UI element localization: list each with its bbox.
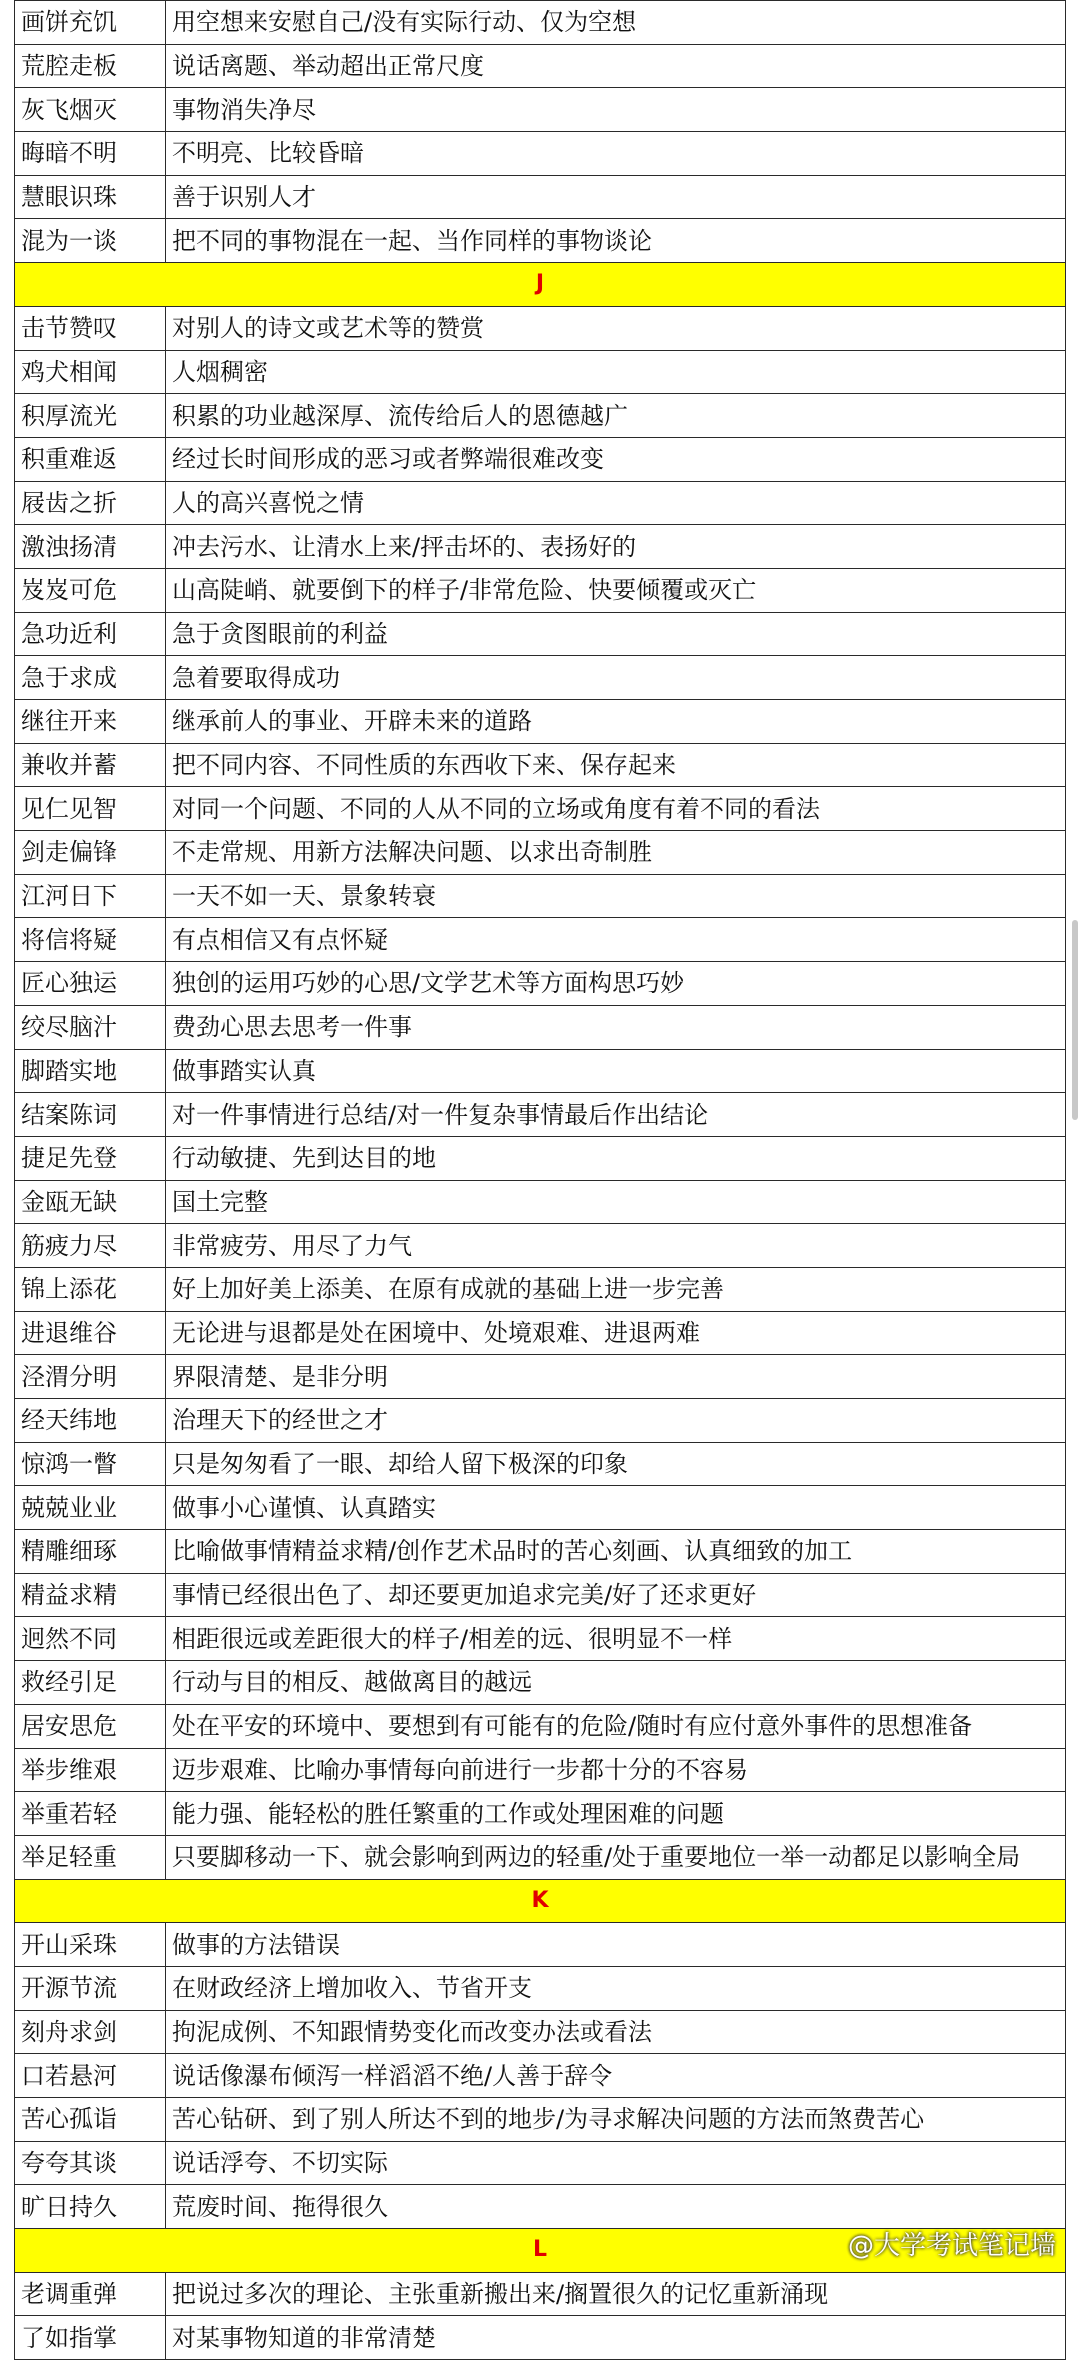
- idiom-definition: 能力强、能轻松的胜任繁重的工作或处理困难的问题: [166, 1792, 1066, 1836]
- table-row: [15, 88, 1066, 132]
- table-row: [15, 1355, 1066, 1399]
- table-row: [15, 1530, 1066, 1574]
- idiom-definition: 对某事物知道的非常清楚: [166, 2316, 1066, 2360]
- idiom-term: 击节赞叹: [15, 306, 166, 350]
- section-letter: J: [15, 263, 1066, 307]
- section-letter: K: [15, 1879, 1066, 1923]
- table-row: [15, 2316, 1066, 2360]
- idiom-term: 将信将疑: [15, 918, 166, 962]
- table-row: [15, 219, 1066, 263]
- table-row: [15, 1049, 1066, 1093]
- idiom-definition: 把不同内容、不同性质的东西收下来、保存起来: [166, 743, 1066, 787]
- table-row: [15, 1835, 1066, 1879]
- idiom-definition: 用空想来安慰自己/没有实际行动、仅为空想: [166, 1, 1066, 45]
- table-row: [15, 1617, 1066, 1661]
- idiom-definition: 好上加好美上添美、在原有成就的基础上进一步完善: [166, 1267, 1066, 1311]
- idiom-term: 脚踏实地: [15, 1049, 166, 1093]
- idiom-term: 急功近利: [15, 612, 166, 656]
- idiom-definition: 只要脚移动一下、就会影响到两边的轻重/处于重要地位一举一动都足以影响全局: [166, 1835, 1066, 1879]
- idiom-term: 精益求精: [15, 1573, 166, 1617]
- idiom-term: 举重若轻: [15, 1792, 166, 1836]
- table-row: [15, 1486, 1066, 1530]
- table-row: [15, 394, 1066, 438]
- idiom-term: 结案陈词: [15, 1093, 166, 1137]
- idiom-term: 兢兢业业: [15, 1486, 166, 1530]
- idiom-term: 荒腔走板: [15, 44, 166, 88]
- section-letter: L: [15, 2229, 1066, 2273]
- table-row: [15, 1311, 1066, 1355]
- idiom-term: 屐齿之折: [15, 481, 166, 525]
- idiom-term: 兼收并蓄: [15, 743, 166, 787]
- table-row: [15, 1704, 1066, 1748]
- table-row: [15, 132, 1066, 176]
- idiom-term: 剑走偏锋: [15, 831, 166, 875]
- table-row: [15, 874, 1066, 918]
- table-row: [15, 2098, 1066, 2142]
- idiom-definition: 非常疲劳、用尽了力气: [166, 1224, 1066, 1268]
- idiom-definition: 山高陡峭、就要倒下的样子/非常危险、快要倾覆或灭亡: [166, 568, 1066, 612]
- table-row: [15, 1267, 1066, 1311]
- idiom-definition: 独创的运用巧妙的心思/文学艺术等方面构思巧妙: [166, 962, 1066, 1006]
- idiom-term: 刻舟求剑: [15, 2010, 166, 2054]
- idiom-term: 老调重弹: [15, 2272, 166, 2316]
- table-row: [15, 1661, 1066, 1705]
- idiom-term: 泾渭分明: [15, 1355, 166, 1399]
- idiom-term: 经天纬地: [15, 1399, 166, 1443]
- table-row: [15, 1005, 1066, 1049]
- idiom-definition: 对同一个问题、不同的人从不同的立场或角度有着不同的看法: [166, 787, 1066, 831]
- idiom-term: 惊鸿一瞥: [15, 1442, 166, 1486]
- table-row: [15, 918, 1066, 962]
- table-row: [15, 1093, 1066, 1137]
- table-row: [15, 44, 1066, 88]
- idiom-definition: 治理天下的经世之才: [166, 1399, 1066, 1443]
- idiom-term: 积厚流光: [15, 394, 166, 438]
- idiom-term: 了如指掌: [15, 2316, 166, 2360]
- table-row: [15, 1792, 1066, 1836]
- table-row: [15, 743, 1066, 787]
- idiom-term: 居安思危: [15, 1704, 166, 1748]
- idiom-definition: 对一件事情进行总结/对一件复杂事情最后作出结论: [166, 1093, 1066, 1137]
- idiom-term: 进退维谷: [15, 1311, 166, 1355]
- table-row: [15, 2141, 1066, 2185]
- idiom-definition: 比喻做事情精益求精/创作艺术品时的苦心刻画、认真细致的加工: [166, 1530, 1066, 1574]
- table-row: [15, 612, 1066, 656]
- table-row: [15, 656, 1066, 700]
- idiom-definition: 在财政经济上增加收入、节省开支: [166, 1966, 1066, 2010]
- table-row: [15, 787, 1066, 831]
- idiom-term: 鸡犬相闻: [15, 350, 166, 394]
- idiom-definition: 说话像瀑布倾泻一样滔滔不绝/人善于辞令: [166, 2054, 1066, 2098]
- table-row: [15, 1966, 1066, 2010]
- idiom-term: 筋疲力尽: [15, 1224, 166, 1268]
- table-row: [15, 1224, 1066, 1268]
- idiom-definition: 积累的功业越深厚、流传给后人的恩德越广: [166, 394, 1066, 438]
- idiom-term: 江河日下: [15, 874, 166, 918]
- idiom-definition: 把不同的事物混在一起、当作同样的事物谈论: [166, 219, 1066, 263]
- idiom-definition: 处在平安的环境中、要想到有可能有的危险/随时有应付意外事件的思想准备: [166, 1704, 1066, 1748]
- table-row: [15, 568, 1066, 612]
- table-row: [15, 175, 1066, 219]
- idiom-definition: 说话浮夸、不切实际: [166, 2141, 1066, 2185]
- idiom-definition: 事情已经很出色了、却还要更加追求完美/好了还求更好: [166, 1573, 1066, 1617]
- idiom-definition: 做事踏实认真: [166, 1049, 1066, 1093]
- table-row: [15, 962, 1066, 1006]
- idiom-term: 苦心孤诣: [15, 2098, 166, 2142]
- table-row: [15, 525, 1066, 569]
- idiom-definition: 苦心钻研、到了别人所达不到的地步/为寻求解决问题的方法而煞费苦心: [166, 2098, 1066, 2142]
- idiom-definition: 人烟稠密: [166, 350, 1066, 394]
- idiom-definition: 行动敏捷、先到达目的地: [166, 1136, 1066, 1180]
- idiom-term: 画饼充饥: [15, 1, 166, 45]
- idiom-definition: 荒废时间、拖得很久: [166, 2185, 1066, 2229]
- idiom-term: 积重难返: [15, 437, 166, 481]
- table-row: [15, 1923, 1066, 1967]
- idiom-definition: 有点相信又有点怀疑: [166, 918, 1066, 962]
- idiom-definition: 人的高兴喜悦之情: [166, 481, 1066, 525]
- table-row: [15, 1748, 1066, 1792]
- idiom-definition: 一天不如一天、景象转衰: [166, 874, 1066, 918]
- section-header-row: [15, 1879, 1066, 1923]
- table-row: [15, 350, 1066, 394]
- idiom-definition: 冲去污水、让清水上来/抨击坏的、表扬好的: [166, 525, 1066, 569]
- idiom-term: 绞尽脑汁: [15, 1005, 166, 1049]
- idiom-definition: 无论进与退都是处在困境中、处境艰难、进退两难: [166, 1311, 1066, 1355]
- idiom-term: 锦上添花: [15, 1267, 166, 1311]
- idiom-term: 精雕细琢: [15, 1530, 166, 1574]
- idiom-term: 捷足先登: [15, 1136, 166, 1180]
- idiom-definition: 不明亮、比较昏暗: [166, 132, 1066, 176]
- table-row: [15, 1180, 1066, 1224]
- idiom-table: [14, 0, 1066, 2360]
- idiom-definition: 急着要取得成功: [166, 656, 1066, 700]
- idiom-definition: 国土完整: [166, 1180, 1066, 1224]
- table-row: [15, 437, 1066, 481]
- table-row: [15, 1573, 1066, 1617]
- idiom-definition: 行动与目的相反、越做离目的越远: [166, 1661, 1066, 1705]
- idiom-term: 匠心独运: [15, 962, 166, 1006]
- idiom-term: 口若悬河: [15, 2054, 166, 2098]
- table-row: [15, 2272, 1066, 2316]
- idiom-definition: 急于贪图眼前的利益: [166, 612, 1066, 656]
- idiom-definition: 做事小心谨慎、认真踏实: [166, 1486, 1066, 1530]
- idiom-term: 夸夸其谈: [15, 2141, 166, 2185]
- idiom-definition: 继承前人的事业、开辟未来的道路: [166, 700, 1066, 744]
- idiom-term: 混为一谈: [15, 219, 166, 263]
- table-row: [15, 1399, 1066, 1443]
- idiom-definition: 费劲心思去思考一件事: [166, 1005, 1066, 1049]
- idiom-term: 灰飞烟灭: [15, 88, 166, 132]
- idiom-definition: 迈步艰难、比喻办事情每向前进行一步都十分的不容易: [166, 1748, 1066, 1792]
- idiom-definition: 经过长时间形成的恶习或者弊端很难改变: [166, 437, 1066, 481]
- idiom-definition: 把说过多次的理论、主张重新搬出来/搁置很久的记忆重新涌现: [166, 2272, 1066, 2316]
- idiom-term: 举足轻重: [15, 1835, 166, 1879]
- idiom-term: 举步维艰: [15, 1748, 166, 1792]
- table-row: [15, 2185, 1066, 2229]
- idiom-term: 开源节流: [15, 1966, 166, 2010]
- idiom-term: 晦暗不明: [15, 132, 166, 176]
- idiom-term: 旷日持久: [15, 2185, 166, 2229]
- table-row: [15, 481, 1066, 525]
- idiom-term: 救经引足: [15, 1661, 166, 1705]
- section-header-row: [15, 263, 1066, 307]
- table-row: [15, 700, 1066, 744]
- idiom-term: 迥然不同: [15, 1617, 166, 1661]
- idiom-term: 急于求成: [15, 656, 166, 700]
- scrollbar[interactable]: [1072, 920, 1078, 1120]
- idiom-definition: 做事的方法错误: [166, 1923, 1066, 1967]
- idiom-term: 继往开来: [15, 700, 166, 744]
- idiom-definition: 善于识别人才: [166, 175, 1066, 219]
- idiom-term: 岌岌可危: [15, 568, 166, 612]
- idiom-definition: 只是匆匆看了一眼、却给人留下极深的印象: [166, 1442, 1066, 1486]
- idiom-definition: 事物消失净尽: [166, 88, 1066, 132]
- idiom-definition: 相距很远或差距很大的样子/相差的远、很明显不一样: [166, 1617, 1066, 1661]
- idiom-term: 开山采珠: [15, 1923, 166, 1967]
- idiom-definition: 不走常规、用新方法解决问题、以求出奇制胜: [166, 831, 1066, 875]
- idiom-term: 见仁见智: [15, 787, 166, 831]
- idiom-definition: 拘泥成例、不知跟情势变化而改变办法或看法: [166, 2010, 1066, 2054]
- idiom-definition: 说话离题、举动超出正常尺度: [166, 44, 1066, 88]
- table-row: [15, 1, 1066, 45]
- table-row: [15, 2054, 1066, 2098]
- idiom-definition: 界限清楚、是非分明: [166, 1355, 1066, 1399]
- idiom-definition: 对别人的诗文或艺术等的赞赏: [166, 306, 1066, 350]
- watermark-text: @大学考试笔记墙: [847, 2231, 1056, 2261]
- idiom-term: 激浊扬清: [15, 525, 166, 569]
- table-row: [15, 306, 1066, 350]
- table-row: [15, 831, 1066, 875]
- table-row: [15, 1442, 1066, 1486]
- table-row: [15, 2010, 1066, 2054]
- idiom-term: 金瓯无缺: [15, 1180, 166, 1224]
- idiom-term: 慧眼识珠: [15, 175, 166, 219]
- idiom-table-body: [15, 1, 1066, 2360]
- table-row: [15, 1136, 1066, 1180]
